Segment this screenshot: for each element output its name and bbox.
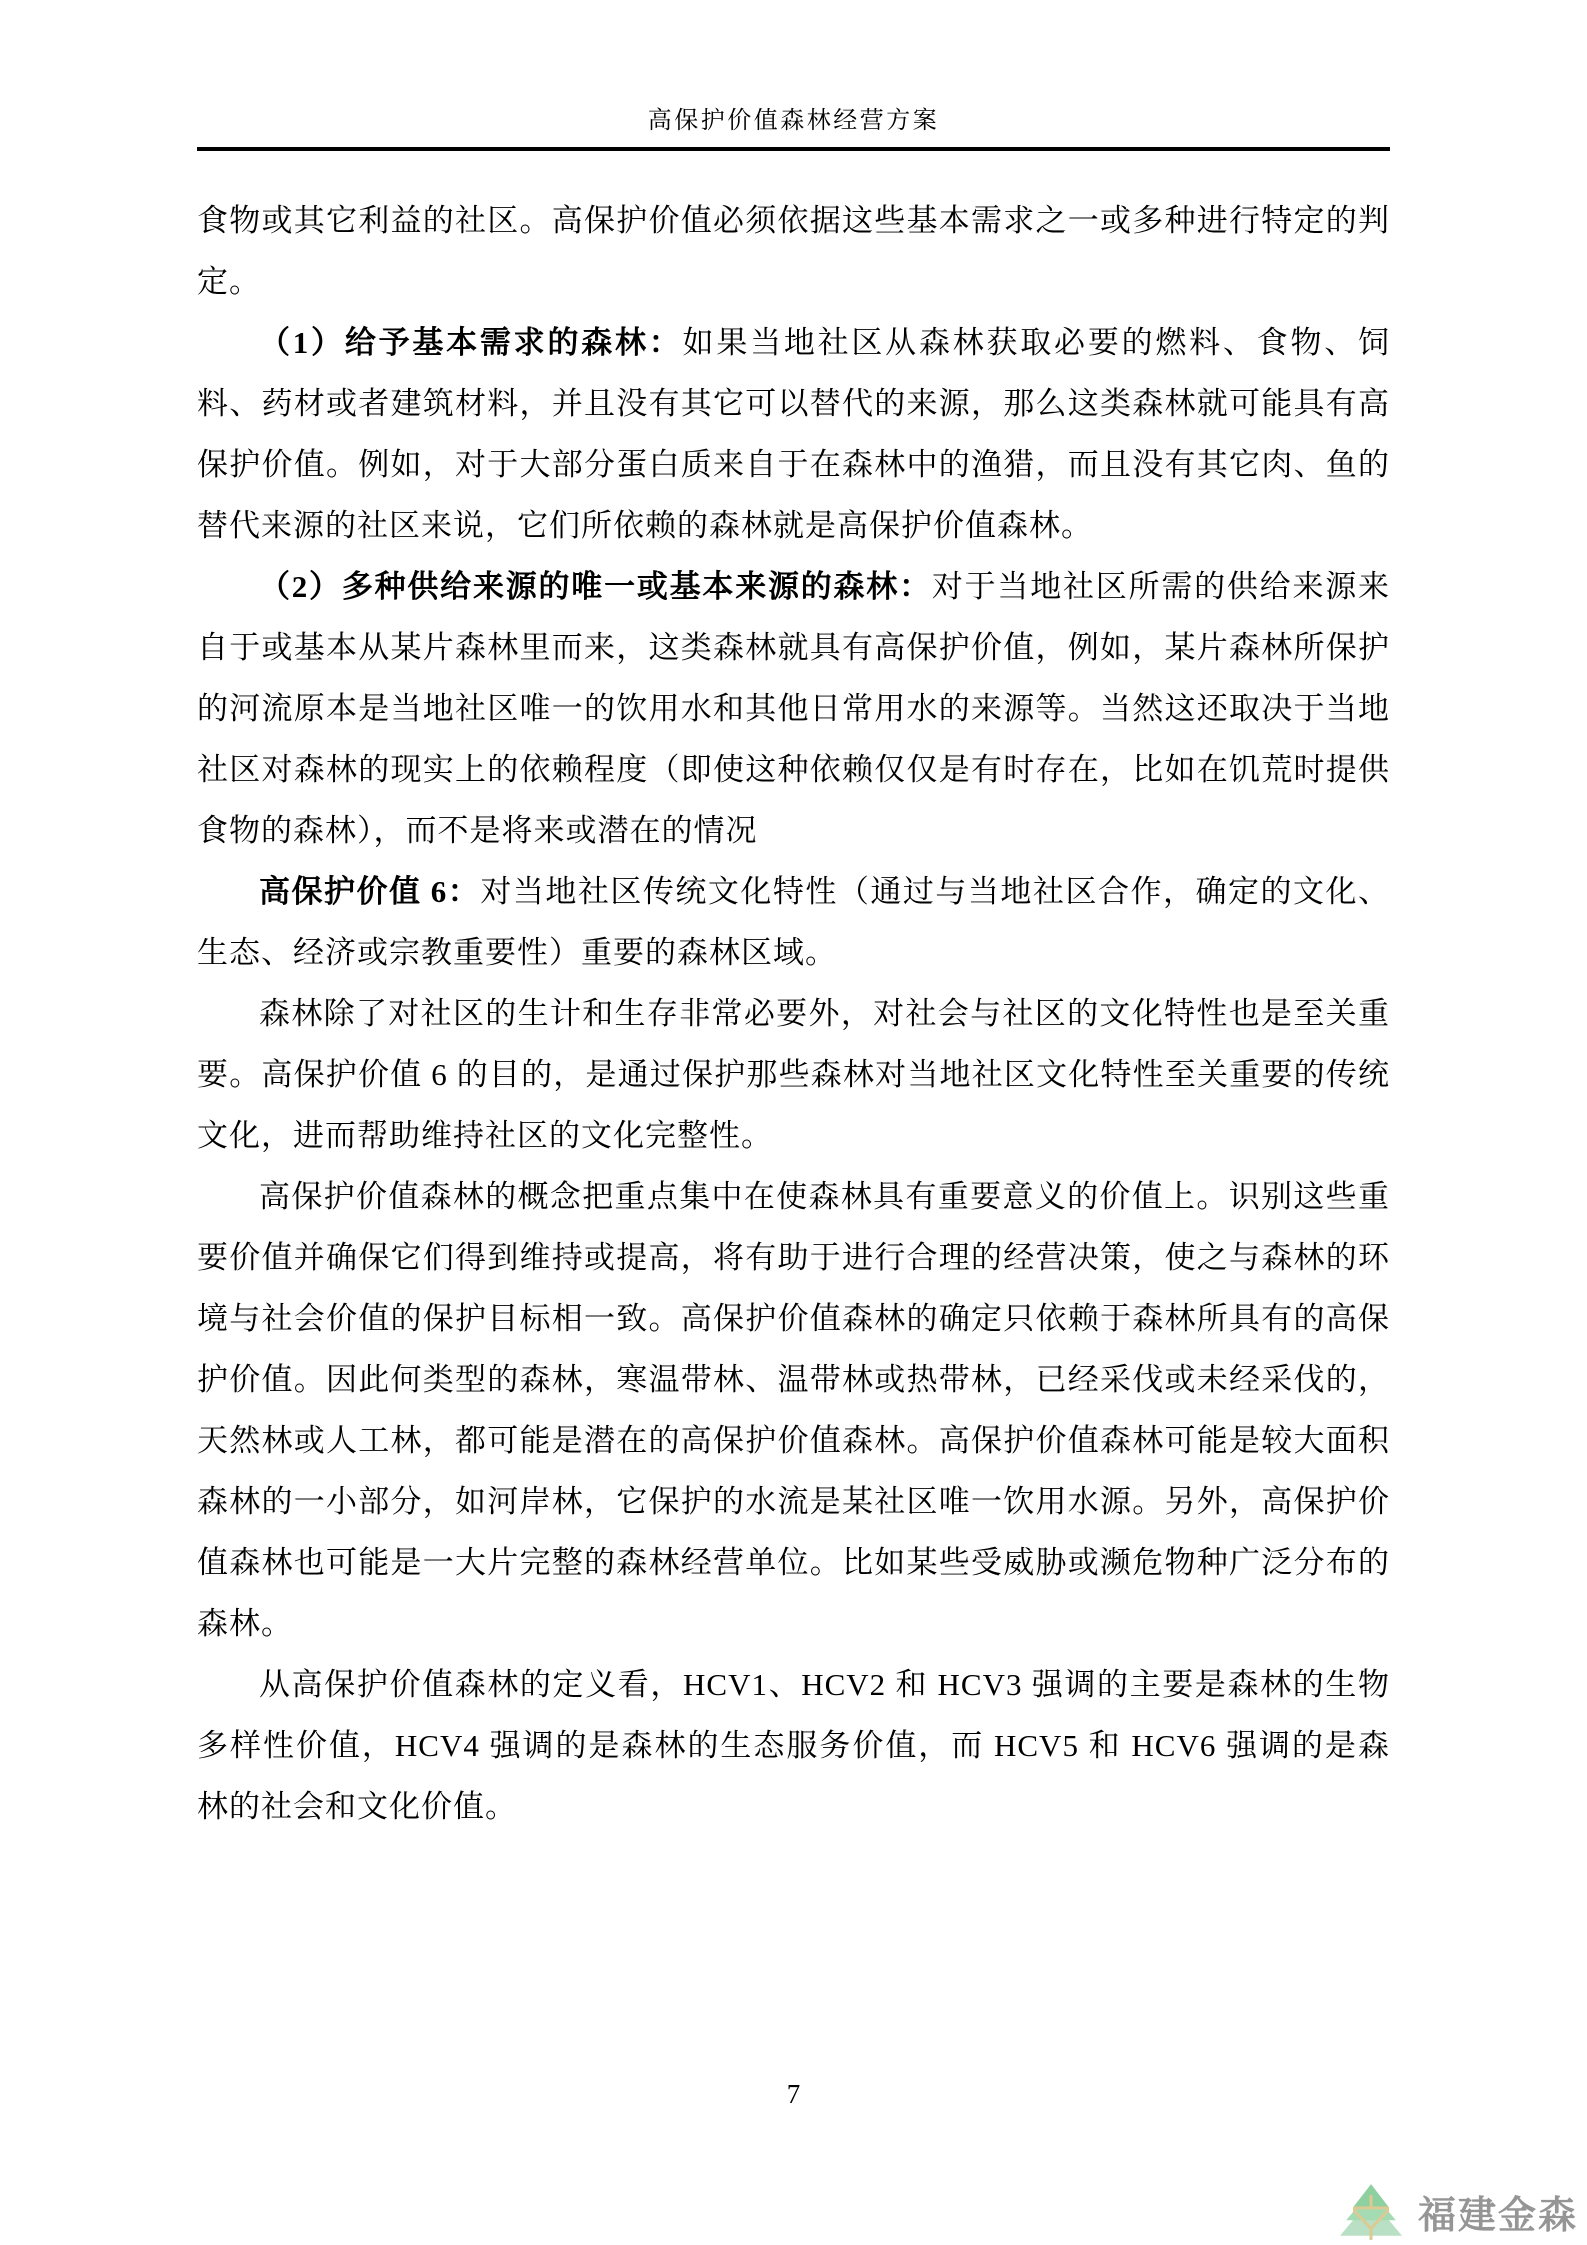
paragraph-lead: 高保护价值 6： [259, 874, 481, 909]
paragraph-lead: （1）给予基本需求的森林： [259, 325, 683, 360]
paragraph-text: 对当地社区传统文化特性（通过与当地社区合作，确定的文化、生态、经济或宗教重要性）重要的森林区域。 [197, 874, 1391, 970]
paragraph-text: 如果当地社区从森林获取必要的燃料、食物、饲料、药材或者建筑材料，并且没有其它可以替代的来源，那么这类森林就可能具有高保护价值。例如，对于大部分蛋白质来自于在森林中的渔猎，而且没有其它肉、鱼的替代来源的社区来说，它们所依赖的森林就是高保护价值森林。 [197, 325, 1390, 543]
page-number: 7 [786, 2079, 801, 2109]
paragraph-text: 高保护价值森林的概念把重点集中在使森林具有重要意义的价值上。识别这些重要价值并确保它们得到维持或提高，将有助于进行合理的经营决策，使之与森林的环境与社会价值的保护目标相一致。高保护价值森林的确定只依赖于森林所具有的高保护价值。因此何类型的森林，寒温带林、温带林或热带林，已经采伐或未经采伐的，天然林或人工林，都可能是潜在的高保护价值森林。高保护价值森林可能是较大面积森林的一小部分，如河岸林，它保护的水流是某社区唯一饮用水源。另外，高保护价值森林也可能是一大片完整的森林经营单位。比如某些受威胁或濒危物种广泛分布的森林。 [197, 1179, 1390, 1641]
body-paragraph [197, 983, 1390, 1166]
header-title: 高保护价值森林经营方案 [647, 108, 940, 134]
paragraph-lead: （2）多种供给来源的唯一或基本来源的森林： [259, 569, 932, 604]
body-paragraph [197, 1166, 1390, 1654]
body-paragraph [197, 556, 1390, 861]
body-paragraph [197, 861, 1390, 983]
paragraph-text: 森林除了对社区的生计和生存非常必要外，对社会与社区的文化特性也是至关重要。高保护价值 6 的目的，是通过保护那些森林对当地社区文化特性至关重要的传统文化，进而帮助维持社区的文化完整性。 [197, 996, 1390, 1153]
body-paragraph [197, 1654, 1390, 1837]
paragraph-text: 对于当地社区所需的供给来源来自于或基本从某片森林里而来，这类森林就具有高保护价值，例如，某片森林所保护的河流原本是当地社区唯一的饮用水和其他日常用水的来源等。当然这还取决于当地社区对森林的现实上的依赖程度（即使这种依赖仅仅是有时存在，比如在饥荒时提供食物的森林），而不是将来或潜在的情况 [197, 569, 1391, 848]
document-body [197, 190, 1390, 1837]
body-paragraph [197, 312, 1390, 556]
logo-text: 福建金森 [1418, 2195, 1579, 2237]
company-logo [1340, 2178, 1587, 2240]
pine-tree-icon [1340, 2184, 1402, 2240]
paragraph-text: 从高保护价值森林的定义看，HCV1、HCV2 和 HCV3 强调的主要是森林的生物多样性价值，HCV4 强调的是森林的生态服务价值，而 HCV5 和 HCV6 强调的是森林的社会和文化价值。 [197, 1667, 1390, 1824]
paragraph-text: 食物或其它利益的社区。高保护价值必须依据这些基本需求之一或多种进行特定的判定。 [197, 203, 1390, 299]
body-paragraph [197, 190, 1390, 312]
header-rule [197, 147, 1390, 151]
